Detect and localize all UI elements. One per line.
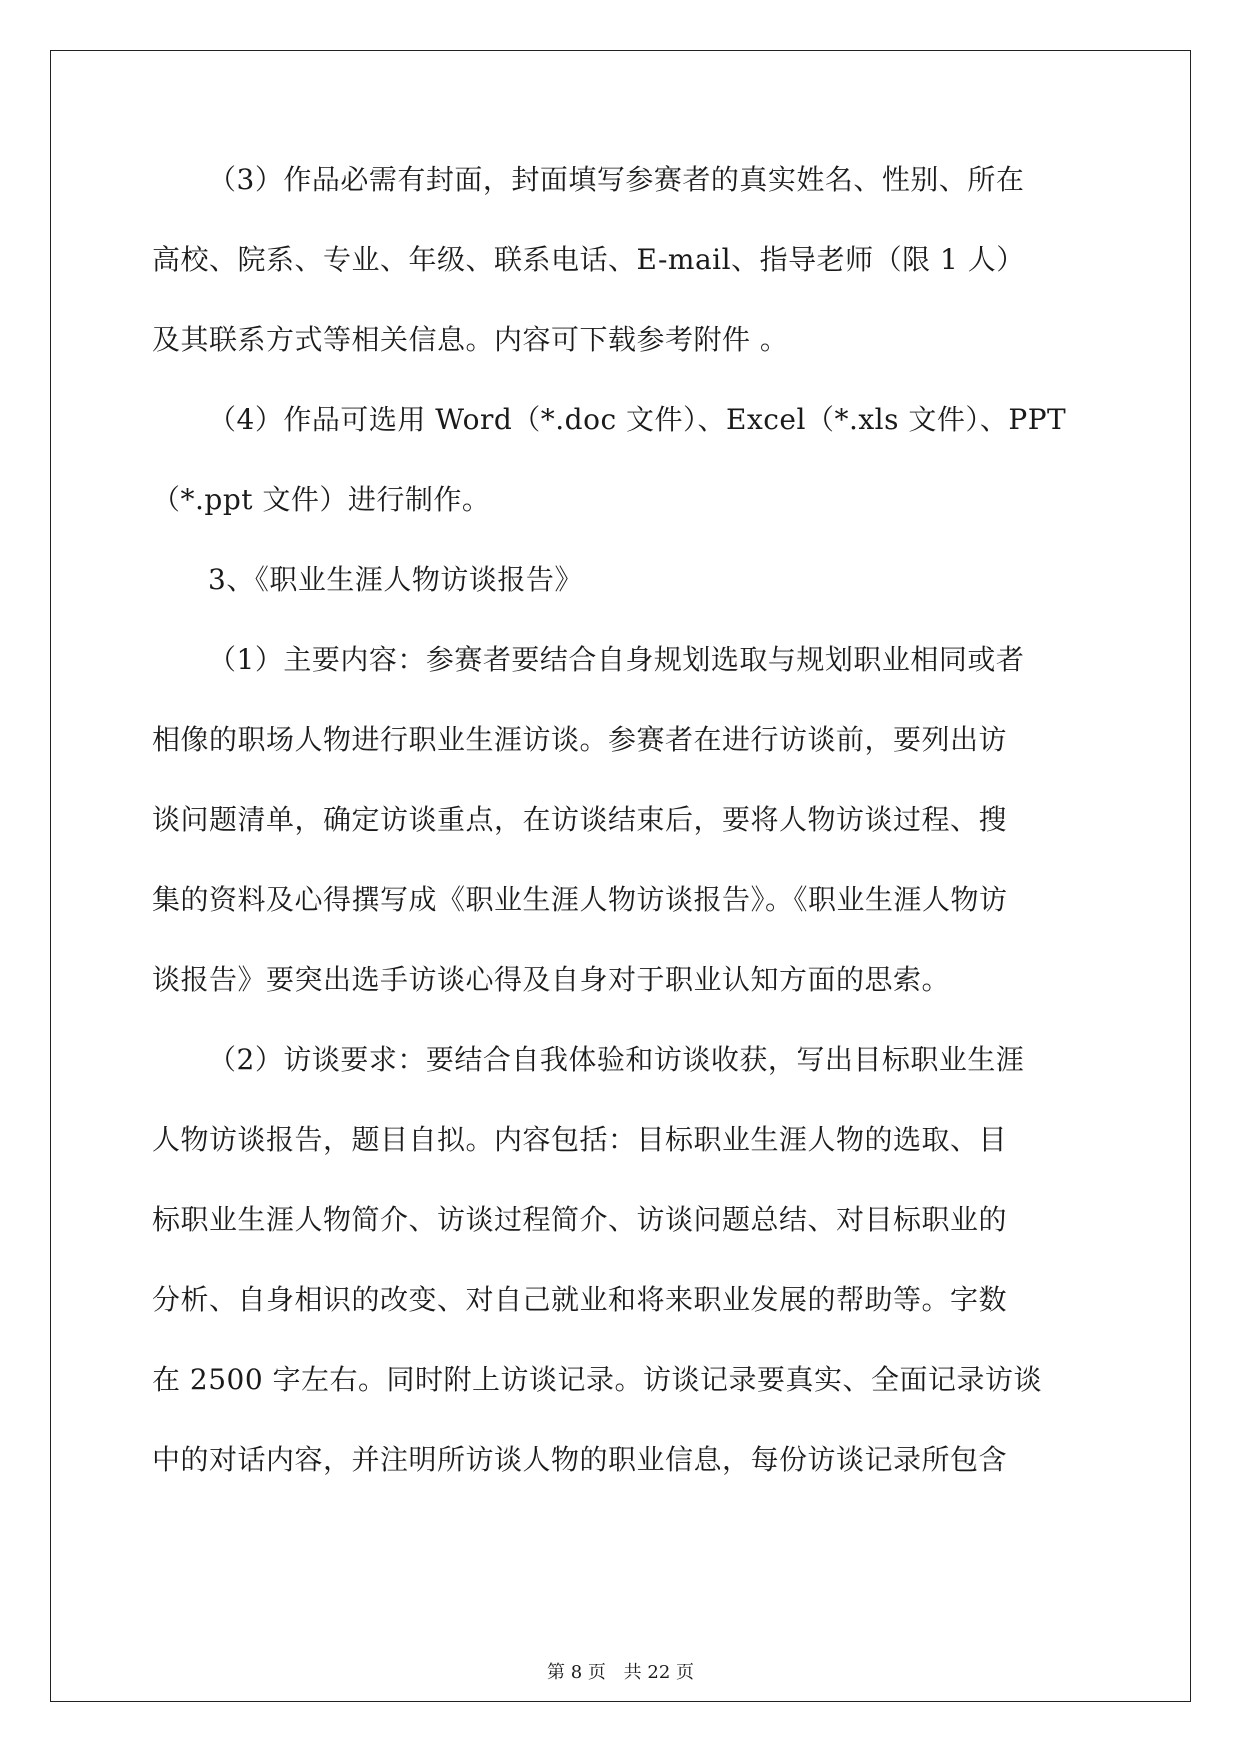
text-line: 在 2500 字左右。同时附上访谈记录。访谈记录要真实、全面记录访谈 <box>152 1363 1043 1396</box>
text-line: 谈问题清单，确定访谈重点，在访谈结束后，要将人物访谈过程、搜 <box>152 803 1008 836</box>
text-line: （3）作品必需有封面，封面填写参赛者的真实姓名、性别、所在 <box>208 163 1025 196</box>
text-line: 及其联系方式等相关信息。内容可下载参考附件 。 <box>152 323 789 356</box>
text-line: 标职业生涯人物简介、访谈过程简介、访谈问题总结、对目标职业的 <box>152 1203 1008 1236</box>
document-body <box>152 160 1092 1520</box>
text-line: （1）主要内容：参赛者要结合自身规划选取与规划职业相同或者 <box>208 643 1025 676</box>
text-line: 分析、自身相识的改变、对自己就业和将来职业发展的帮助等。字数 <box>152 1283 1008 1316</box>
text-line: （2）访谈要求：要结合自我体验和访谈收获，写出目标职业生涯 <box>208 1043 1025 1076</box>
page-number: 第 8 页 <box>547 1662 606 1683</box>
section-heading: 3、《职业生涯人物访谈报告》 <box>208 563 583 596</box>
text-line: 谈报告》要突出选手访谈心得及自身对于职业认知方面的思索。 <box>152 963 951 996</box>
text-line: 相像的职场人物进行职业生涯访谈。参赛者在进行访谈前，要列出访 <box>152 723 1008 756</box>
text-line: 高校、院系、专业、年级、联系电话、E-mail、指导老师（限 1 人） <box>152 243 1025 276</box>
page-total: 共 22 页 <box>623 1662 694 1683</box>
text-line: 人物访谈报告，题目自拟。内容包括：目标职业生涯人物的选取、目 <box>152 1123 1008 1156</box>
text-line: （4）作品可选用 Word（*.doc 文件）、Excel（*.xls 文件）、PPT <box>208 403 1067 436</box>
text-line: 集的资料及心得撰写成《职业生涯人物访谈报告》。《职业生涯人物访 <box>152 883 1008 916</box>
text-line: （*.ppt 文件）进行制作。 <box>152 483 491 516</box>
text-line: 中的对话内容，并注明所访谈人物的职业信息，每份访谈记录所包含 <box>152 1443 1008 1476</box>
page-footer <box>0 1658 1241 1684</box>
